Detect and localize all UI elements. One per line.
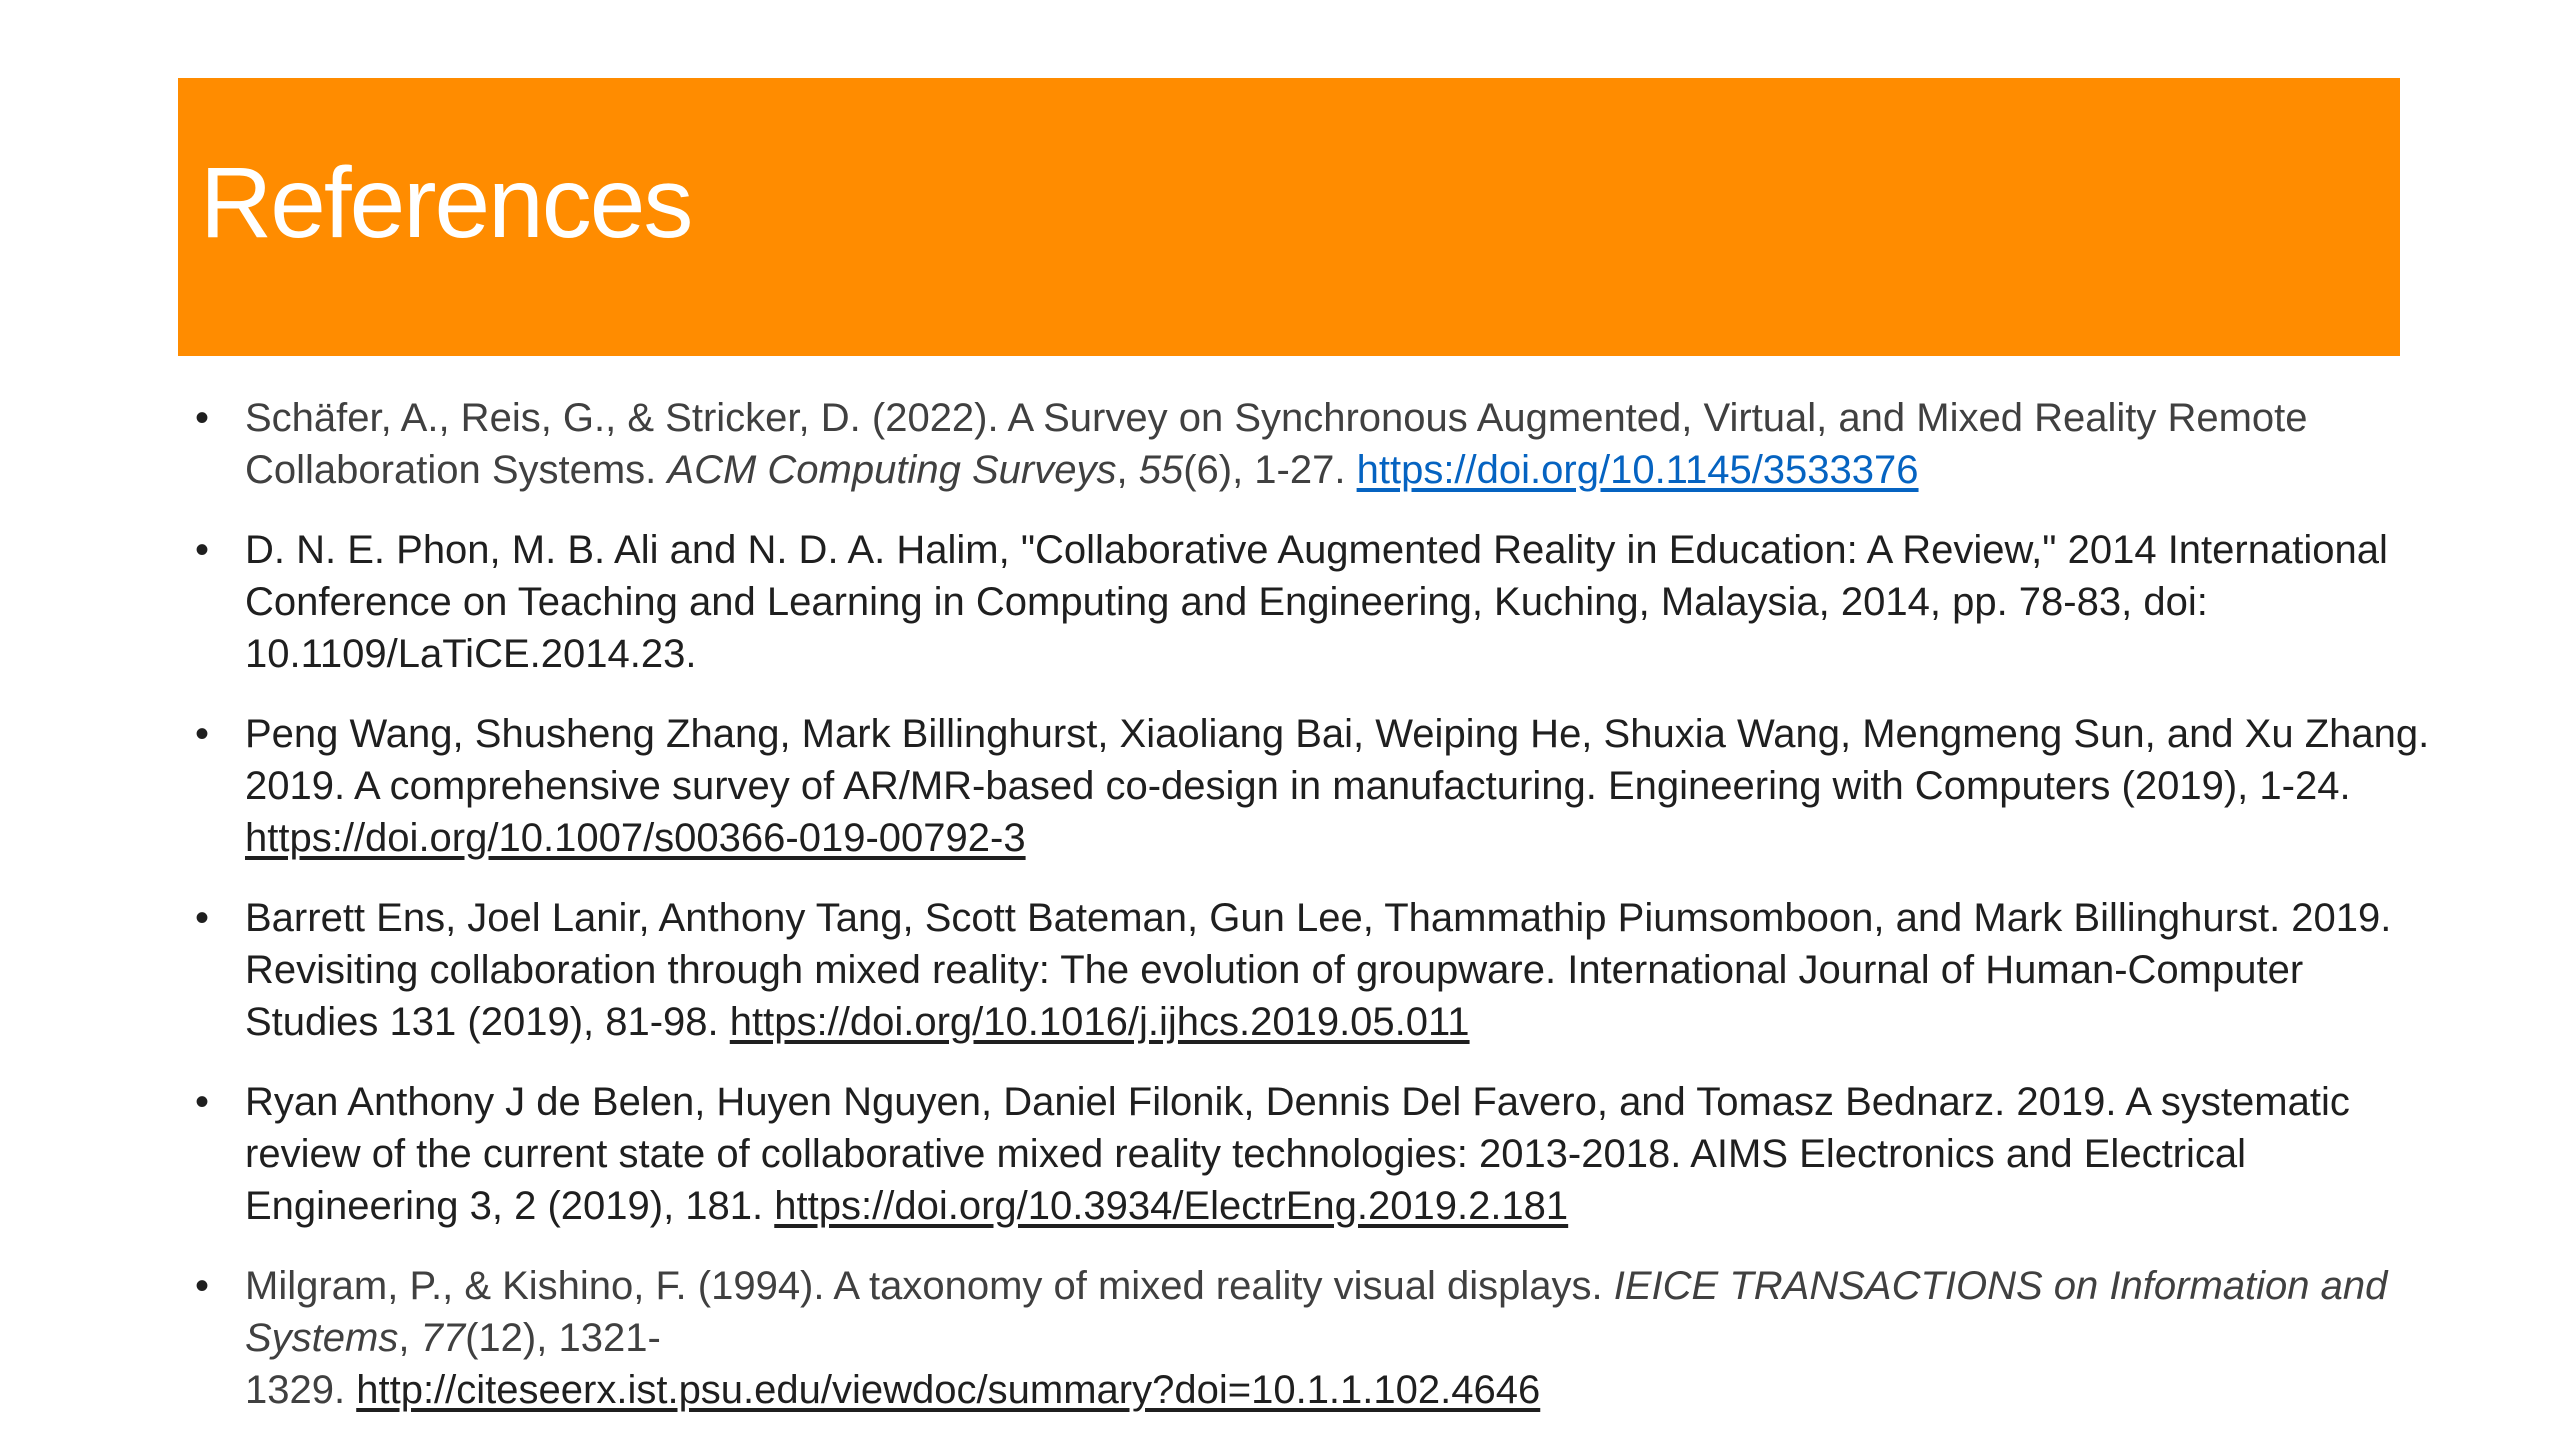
reference-link[interactable]: https://doi.org/10.1145/3533376 <box>1356 448 1919 492</box>
reference-volume: 77 <box>420 1316 466 1360</box>
reference-list <box>195 392 2435 1444</box>
reference-text: Schäfer, A., Reis, G., & Stricker, D. (2022). A Survey on Synchronous Augmented, Virtual, and Mixed Reality Remote Collaboration Systems. <box>245 396 2308 492</box>
reference-pages-end: 1329. <box>245 1368 357 1412</box>
reference-separator: , <box>1116 448 1139 492</box>
title-banner <box>178 78 2400 356</box>
bullet-icon: • <box>195 712 210 756</box>
reference-pages: (6), 1-27. <box>1183 448 1357 492</box>
reference-text: Ryan Anthony J de Belen, Huyen Nguyen, Daniel Filonik, Dennis Del Favero, and Tomasz Bednarz. 2019. A systematic review of the current state of collaborative mixed reality technologies: 2013-2018. AIMS Electronics and Electrical Engineering 3, 2 (2019), 181. <box>245 1080 2350 1228</box>
reference-link[interactable]: http://citeseerx.ist.psu.edu/viewdoc/summary?doi=10.1.1.102.4646 <box>356 1368 1541 1412</box>
reference-separator: , <box>398 1316 421 1360</box>
bullet-icon: • <box>195 1264 210 1308</box>
reference-text: D. N. E. Phon, M. B. Ali and N. D. A. Halim, "Collaborative Augmented Reality in Education: A Review," 2014 International Conference on Teaching and Learning in Computing and Engineering, Kuching, Malaysia, 2014, pp. 78-83, doi: 10.1109/LaTiCE.2014.23. <box>245 528 2388 676</box>
reference-link[interactable]: https://doi.org/10.1016/j.ijhcs.2019.05.011 <box>729 1000 1470 1044</box>
reference-journal: IEICE TRANSACTIONS on Information and Systems <box>245 1264 2388 1360</box>
reference-item-6 <box>195 1260 2435 1416</box>
reference-journal: ACM Computing Surveys <box>667 448 1117 492</box>
reference-item-4 <box>195 892 2435 1048</box>
reference-text: Barrett Ens, Joel Lanir, Anthony Tang, Scott Bateman, Gun Lee, Thammathip Piumsomboon, and Mark Billinghurst. 2019. Revisiting collaboration through mixed reality: The evolution of groupware. International Journal of Human-Computer Studies 131 (2019), 81-98. <box>245 896 2392 1044</box>
reference-link[interactable]: https://doi.org/10.1007/s00366-019-00792-3 <box>245 816 1026 860</box>
bullet-icon: • <box>195 896 210 940</box>
reference-pages: (12), 1321- <box>465 1316 661 1360</box>
reference-volume: 55 <box>1138 448 1184 492</box>
reference-item-2 <box>195 524 2435 680</box>
reference-text: Milgram, P., & Kishino, F. (1994). A taxonomy of mixed reality visual displays. <box>245 1264 1614 1308</box>
bullet-icon: • <box>195 396 210 440</box>
bullet-icon: • <box>195 1080 210 1124</box>
reference-item-3 <box>195 708 2435 864</box>
reference-item-5 <box>195 1076 2435 1232</box>
reference-item-1 <box>195 392 2435 496</box>
reference-text: Peng Wang, Shusheng Zhang, Mark Billinghurst, Xiaoliang Bai, Weiping He, Shuxia Wang, Mengmeng Sun, and Xu Zhang. 2019. A comprehensive survey of AR/MR-based co-design in manufacturing. Engineering with Computers (2019), 1-24. <box>245 712 2430 808</box>
reference-link[interactable]: https://doi.org/10.3934/ElectrEng.2019.2.181 <box>774 1184 1569 1228</box>
bullet-icon: • <box>195 528 210 572</box>
slide-title: References <box>200 147 692 259</box>
